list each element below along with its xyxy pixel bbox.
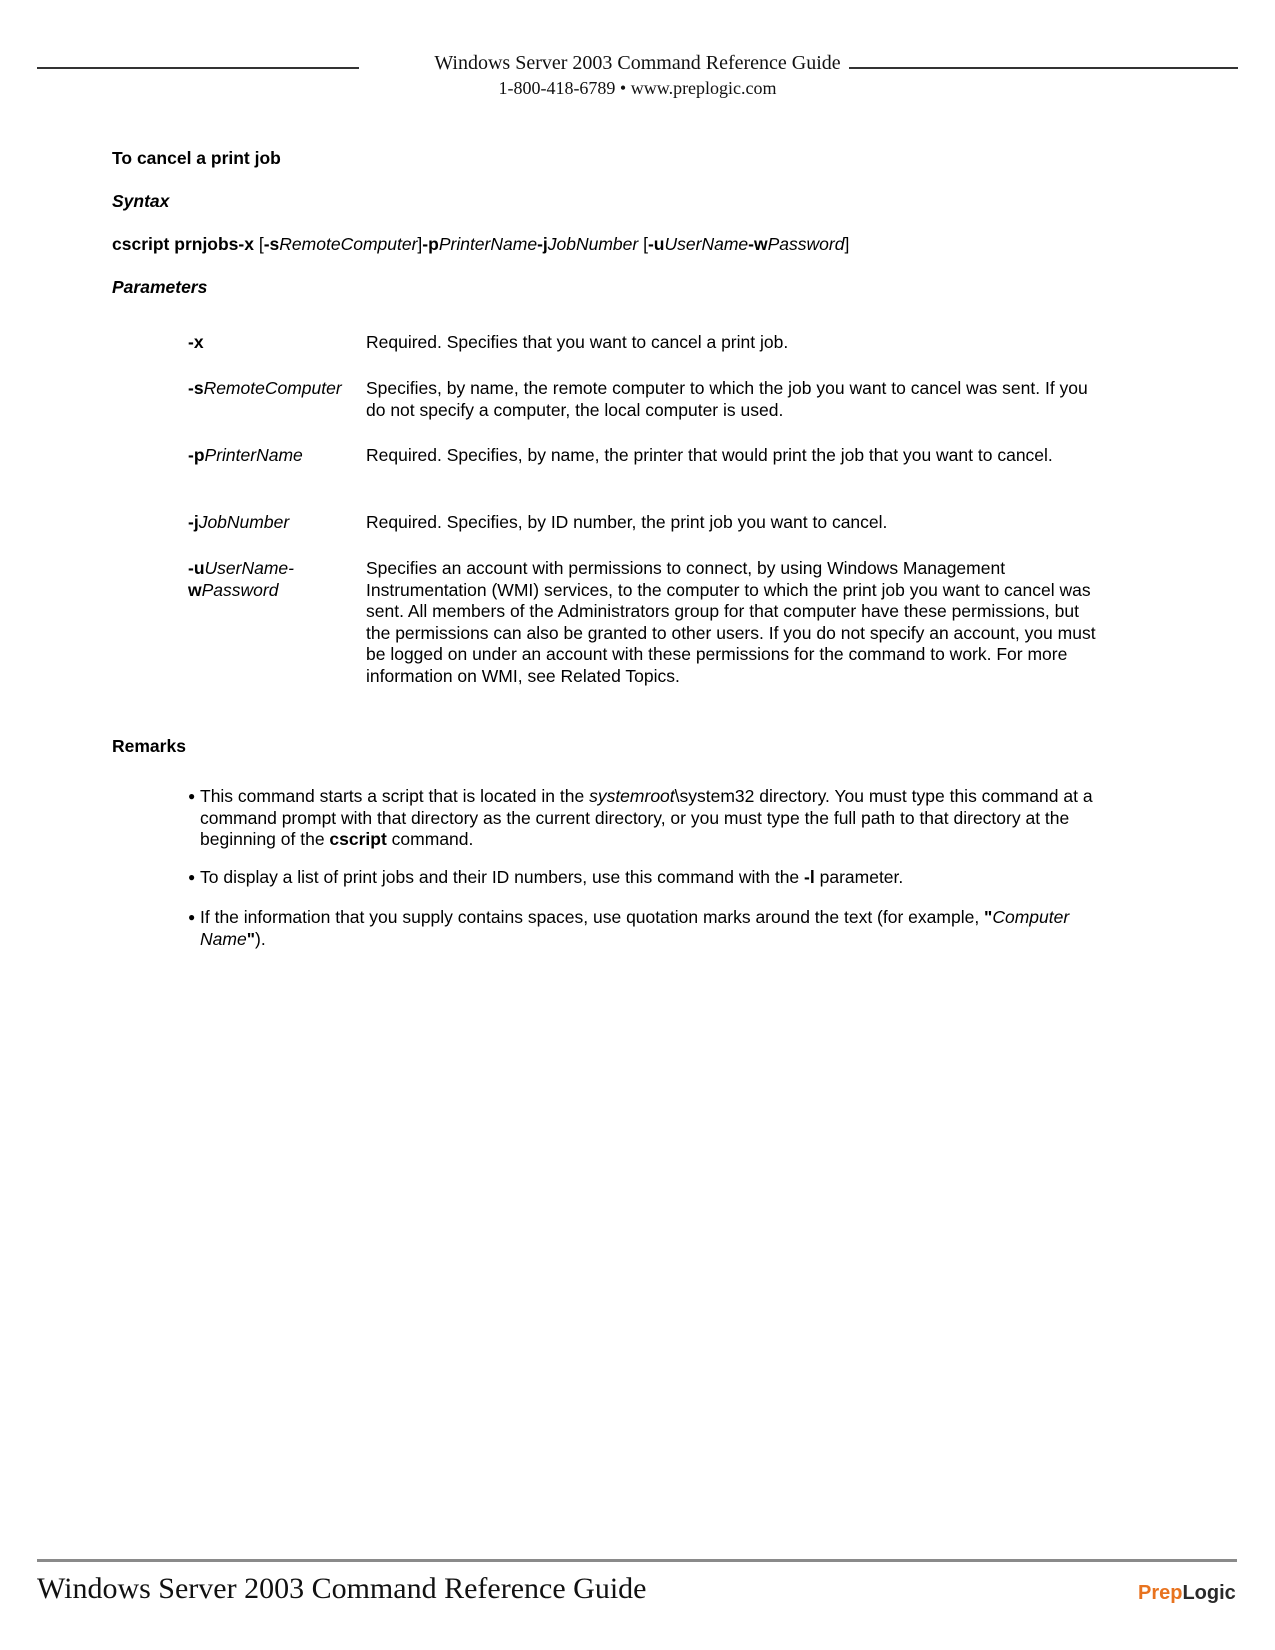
syntax-line: cscript prnjobs-x [-sRemoteComputer]-pPrinterName-jJobNumber [-uUserName-wPassword] [112,234,850,254]
param-u-name: -uUserName- wPassword [188,558,294,600]
param-x-description: Required. Specifies that you want to cancel a print job. [366,332,789,352]
param-p-description: Required. Specifies, by name, the printer that would print the job that you want to cancel. [366,445,1053,465]
preplogic-logo: PrepLogic [1138,1582,1236,1604]
param-j-description: Required. Specifies, by ID number, the print job you want to cancel. [366,512,888,532]
parameters-label: Parameters [112,277,208,297]
remark-item: This command starts a script that is located in the systemroot\system32 directory. You must type this command at a command prompt with that directory as the current directory, or you must type the full path to that directory at the beginning of the cscript command. [200,786,1093,849]
param-u-description: Specifies an account with permissions to connect, by using Windows Management Instrumentation (WMI) services, to the computer to which the print job you want to cancel was sent. All members of the Administrators group for that computer have these permissions, but the permissions can also be granted to other users. If you do not specify an account, you must be logged on under an account with these permissions for the command to work. For more information on WMI, see Related Topics. [366,558,1096,686]
remarks-label: Remarks [112,736,186,756]
bullet-icon: ● [188,870,196,884]
param-s-name: -sRemoteComputer [188,378,342,398]
remark-item: To display a list of print jobs and their ID numbers, use this command with the -l parameter. [200,867,904,887]
param-p-name: -pPrinterName [188,445,303,465]
bullet-icon: ● [188,910,196,924]
header-title: Windows Server 2003 Command Reference Guide [0,52,1275,75]
syntax-label: Syntax [112,191,170,211]
footer-rule [37,1559,1237,1562]
remark-item: If the information that you supply contains spaces, use quotation marks around the text (for example, "Computer Name"). [200,907,1070,949]
footer-title: Windows Server 2003 Command Reference Guide [37,1572,647,1605]
param-j-name: -jJobNumber [188,512,290,532]
section-heading: To cancel a print job [112,148,281,168]
param-x-name: -x [188,332,204,352]
bullet-icon: ● [188,789,196,803]
header-contact: 1-800-418-6789 • www.preplogic.com [498,78,777,98]
param-s-description: Specifies, by name, the remote computer to which the job you want to cancel was sent. If you do not specify a computer, the local computer is used. [366,378,1088,420]
